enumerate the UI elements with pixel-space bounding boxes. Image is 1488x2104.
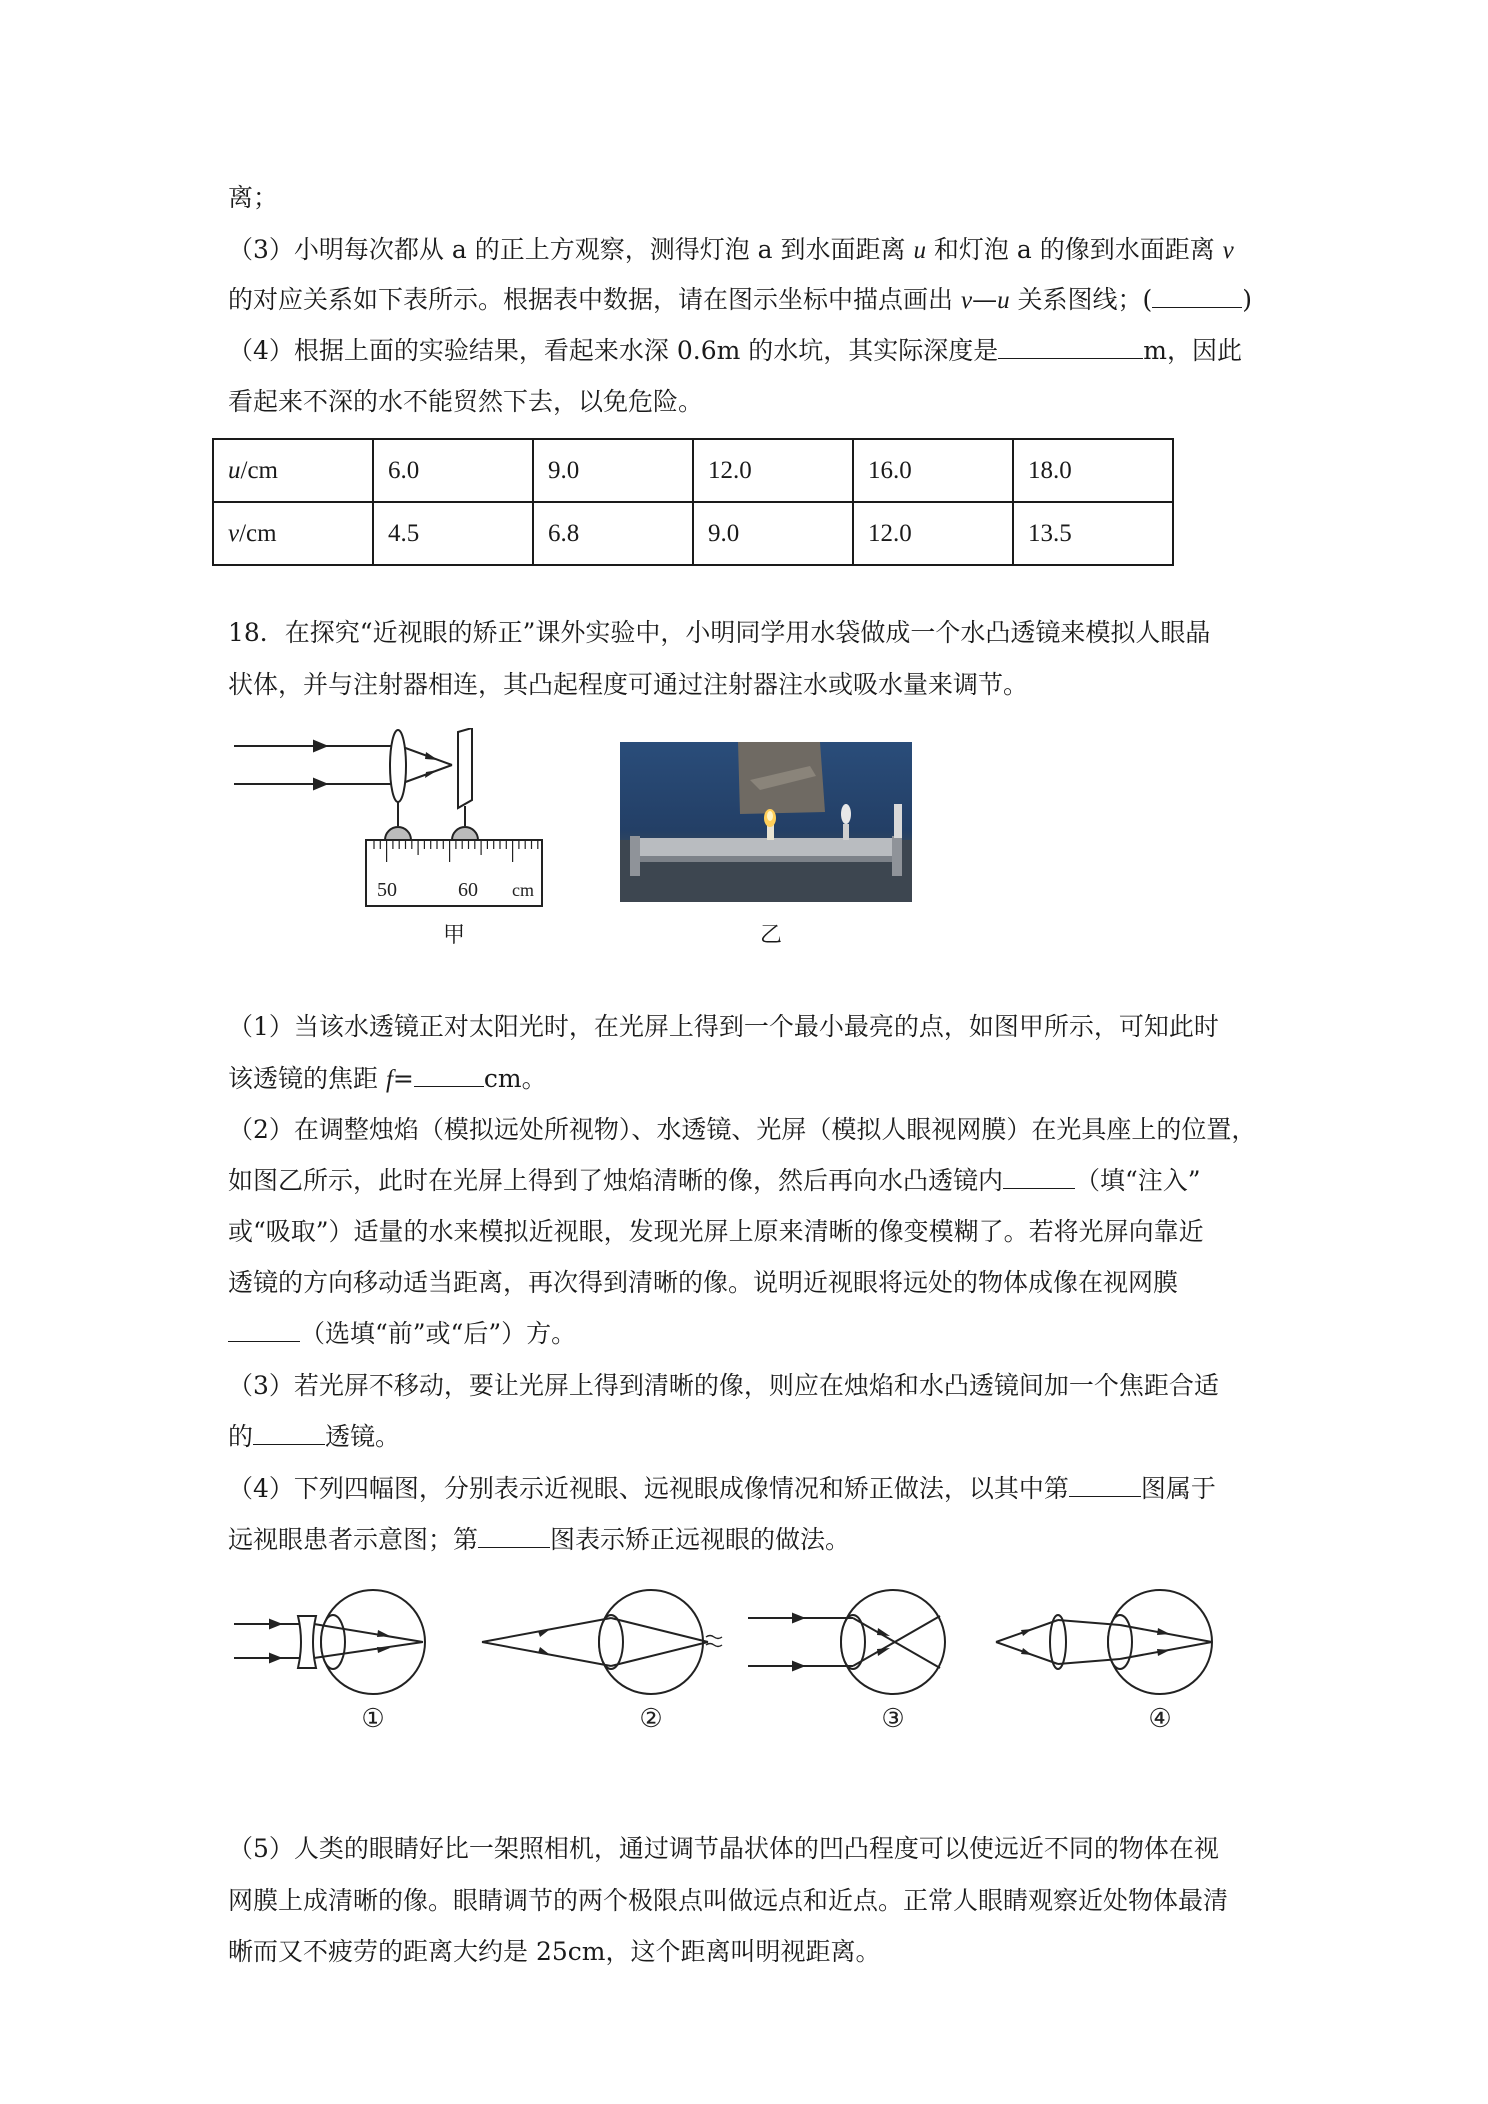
q17-part4-line2: 看起来不深的水不能贸然下去，以免危险。 <box>228 387 704 416</box>
answer-blank-inject-withdraw[interactable] <box>1003 1164 1075 1189</box>
answer-blank-front-back[interactable] <box>228 1317 300 1342</box>
var-u: u <box>997 287 1010 314</box>
q18-part2-line5 <box>228 1317 576 1351</box>
table-row <box>213 439 1173 502</box>
answer-blank-graph[interactable] <box>1152 283 1242 308</box>
uv-data-table <box>212 438 1174 566</box>
q18-part4-line2 <box>228 1523 850 1557</box>
q17-part3-line1 <box>228 233 1234 268</box>
q18-part1-line1: （1）当该水透镜正对太阳光时，在光屏上得到一个最小最亮的点，如图甲所示，可知此时 <box>228 1012 1219 1041</box>
q17-part3-line2 <box>228 283 1252 318</box>
q18-part3-line1: （3）若光屏不移动，要让光屏上得到清晰的像，则应在烛焰和水凸透镜间加一个焦距合适 <box>228 1371 1219 1400</box>
var-v: v <box>1222 237 1234 264</box>
table-cell: 13.5 <box>1013 502 1173 565</box>
text: 关系图线；( <box>1009 285 1153 314</box>
text: 远视眼患者示意图；第 <box>228 1525 479 1554</box>
text: 透镜。 <box>325 1422 401 1451</box>
figure-yi-photo <box>620 742 912 902</box>
text: cm。 <box>483 1064 547 1093</box>
unit: /cm <box>239 519 277 547</box>
answer-blank-depth[interactable] <box>998 334 1143 359</box>
q18-part1-line2 <box>228 1062 547 1097</box>
table-cell: 12.0 <box>693 439 853 502</box>
text: 图表示矫正远视眼的做法。 <box>550 1525 851 1554</box>
answer-blank-farsighted-figure[interactable] <box>1069 1472 1141 1497</box>
eye-diagram-1 <box>234 1590 425 1694</box>
table-cell: 6.0 <box>373 439 533 502</box>
q17-part4-line1 <box>228 334 1242 368</box>
ruler-unit: cm <box>512 880 534 900</box>
text: 图属于 <box>1140 1474 1216 1503</box>
eye-diagram-4 <box>996 1590 1212 1694</box>
var-v: v <box>960 287 973 314</box>
figure-jia-focal-length <box>228 728 558 908</box>
q18-part2-line3: 或“吸取”）适量的水来模拟近视眼，发现光屏上原来清晰的像变模糊了。若将光屏向靠近 <box>228 1217 1204 1246</box>
table-cell: 4.5 <box>373 502 533 565</box>
q18-part3-line2 <box>228 1420 400 1454</box>
figure-jia-caption: 甲 <box>443 923 466 948</box>
equals: = <box>392 1064 414 1093</box>
text: 和灯泡 a 的像到水面距离 <box>925 235 1223 264</box>
text: （4）根据上面的实验结果，看起来水深 0.6m 的水坑，其实际深度是 <box>228 336 999 365</box>
var-u: u <box>913 237 926 264</box>
table-cell: 12.0 <box>853 502 1013 565</box>
text: m，因此 <box>1143 336 1242 365</box>
text: 该透镜的焦距 <box>228 1064 386 1093</box>
table-header-v <box>213 502 373 565</box>
q17-continuation: 离； <box>228 183 279 212</box>
var-f: f <box>385 1066 393 1093</box>
q18-part5-line3: 晰而又不疲劳的距离大约是 25cm，这个距离叫明视距离。 <box>228 1937 881 1966</box>
text: 如图乙所示，此时在光屏上得到了烛焰清晰的像，然后再向水凸透镜内 <box>228 1166 1004 1195</box>
q18-part4-line1 <box>228 1472 1216 1506</box>
table-cell: 18.0 <box>1013 439 1173 502</box>
eye-label-3: ③ <box>881 1704 905 1734</box>
text: （3）小明每次都从 a 的正上方观察，测得灯泡 a 到水面距离 <box>228 235 914 264</box>
unit: /cm <box>240 456 278 484</box>
dash: — <box>972 285 998 314</box>
var-u: u <box>228 456 241 484</box>
text: （4）下列四幅图，分别表示近视眼、远视眼成像情况和矫正做法，以其中第 <box>228 1474 1069 1503</box>
table-cell: 9.0 <box>533 439 693 502</box>
eye-diagrams <box>228 1585 1228 1735</box>
q18-intro-line2: 状体，并与注射器相连，其凸起程度可通过注射器注水或吸水量来调节。 <box>228 670 1029 699</box>
eye-label-1: ① <box>361 1704 385 1734</box>
q18-part2-line4: 透镜的方向移动适当距离，再次得到清晰的像。说明近视眼将远处的物体成像在视网膜 <box>228 1268 1179 1297</box>
answer-blank-focal-length[interactable] <box>414 1062 484 1087</box>
eye-diagram-2 <box>482 1590 722 1694</box>
q18-part5-line2: 网膜上成清晰的像。眼睛调节的两个极限点叫做远点和近点。正常人眼睛观察近处物体最清 <box>228 1886 1229 1915</box>
q18-part5-line1: （5）人类的眼睛好比一架照相机，通过调节晶状体的凹凸程度可以使远近不同的物体在视 <box>228 1834 1219 1863</box>
eye-label-4: ④ <box>1148 1704 1172 1734</box>
ruler-label-60: 60 <box>458 879 478 901</box>
photo-illustration <box>620 742 912 902</box>
text: （选填“前”或“后”）方。 <box>300 1319 577 1348</box>
table-cell: 16.0 <box>853 439 1013 502</box>
text: 的 <box>228 1422 254 1451</box>
answer-blank-lens-type[interactable] <box>253 1420 325 1445</box>
text: 的对应关系如下表所示。根据表中数据，请在图示坐标中描点画出 <box>228 285 961 314</box>
eye-diagram-3 <box>748 1590 945 1694</box>
answer-blank-correction-figure[interactable] <box>478 1523 550 1548</box>
text: （填“注入” <box>1075 1166 1201 1195</box>
table-cell: 6.8 <box>533 502 693 565</box>
q18-intro-line1: 18．在探究“近视眼的矫正”课外实验中，小明同学用水袋做成一个水凸透镜来模拟人眼晶 <box>228 618 1211 647</box>
eye-label-2: ② <box>639 1704 663 1734</box>
ruler-label-50: 50 <box>377 879 397 901</box>
q18-part2-line1: （2）在调整烛焰（模拟远处所视物）、水透镜、光屏（模拟人眼视网膜）在光具座上的位置， <box>228 1115 1257 1144</box>
text: ) <box>1242 285 1253 314</box>
table-row <box>213 502 1173 565</box>
var-v: v <box>228 519 240 547</box>
table-cell: 9.0 <box>693 502 853 565</box>
figure-yi-caption: 乙 <box>760 923 783 948</box>
table-header-u <box>213 439 373 502</box>
q18-part2-line2 <box>228 1164 1201 1198</box>
